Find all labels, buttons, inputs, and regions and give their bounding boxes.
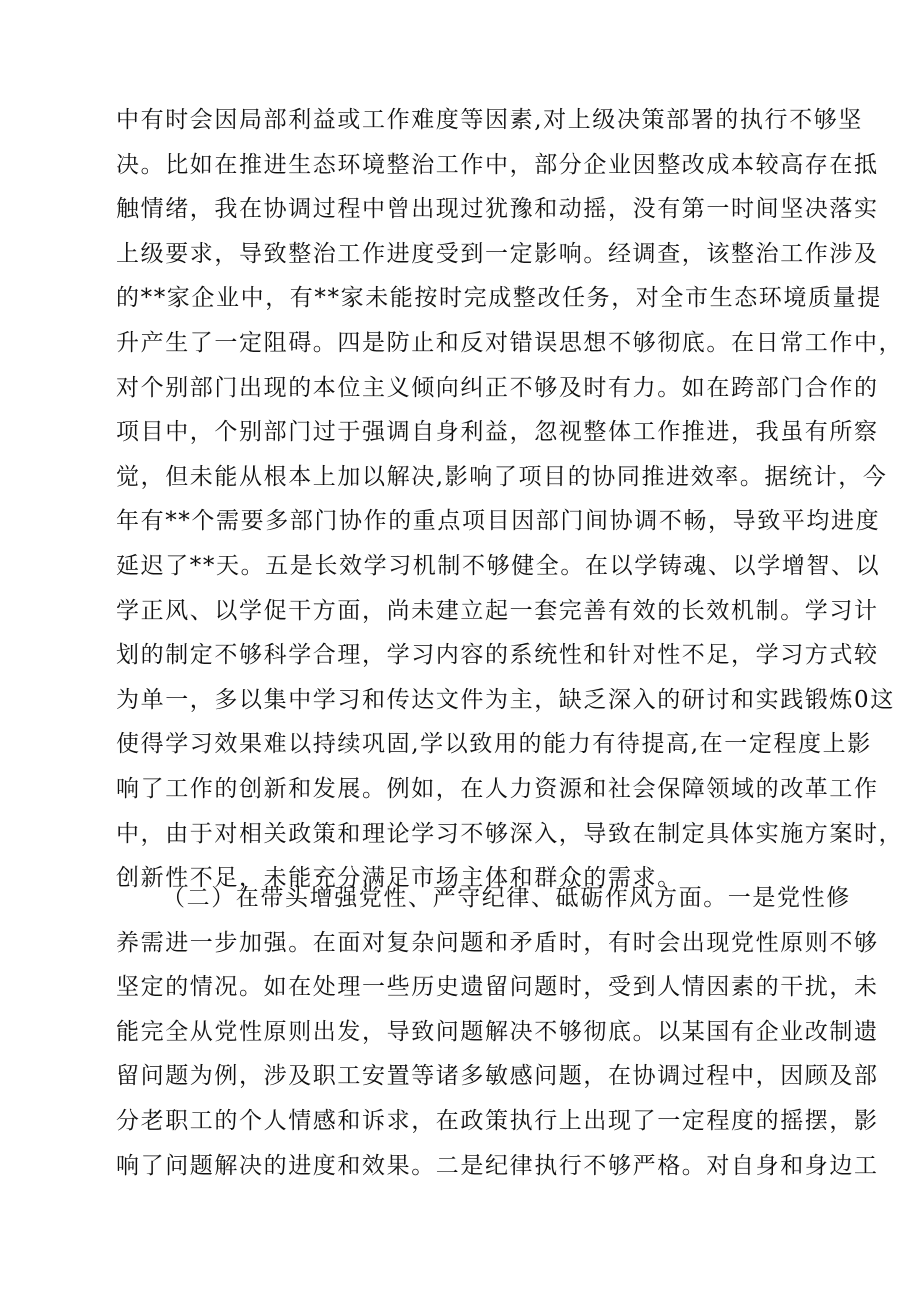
section-heading-line: （二）在带头增强党性、严守纪律、砥砺作风方面。一是党性修 [162,885,851,911]
text-line: 响了工作的创新和发展。例如，在人力资源和社会保障领域的改革工作 [116,775,879,802]
text-line: 能完全从党性原则出发，导致问题解决不够彻底。以某国有企业改制遗 [116,1018,879,1045]
text-line: 留问题为例，涉及职工安置等诸多敏感问题，在协调过程中，因顾及部 [116,1063,879,1090]
text-line: 学正风、以学促干方面，尚未建立起一套完善有效的长效机制。学习计 [116,597,879,624]
text-line: 创新性不足，未能充分满足市场主体和群众的需求。 [116,865,682,892]
text-line: 延迟了**天。五是长效学习机制不够健全。在以学铸魂、以学增智、以 [116,552,881,579]
text-line: 觉，但未能从根本上加以解决,影响了项目的协同推进效率。据统计，今 [116,463,888,490]
text-line: 对个别部门出现的本位主义倾向纠正不够及时有力。如在跨部门合作的 [116,374,879,401]
text-line: 触情绪，我在协调过程中曾出现过犹豫和动摇，没有第一时间坚决落实 [116,196,879,223]
text-line: 中，由于对相关政策和理论学习不够深入，导致在制定具体实施方案时， [116,820,904,847]
text-line: 分老职工的个人情感和诉求，在政策执行上出现了一定程度的摇摆，影 [116,1107,879,1134]
text-line: 响了问题解决的进度和效果。二是纪律执行不够严格。对自身和身边工 [116,1152,879,1179]
text-line: 年有**个需要多部门协作的重点项目因部门间协调不畅，导致平均进度 [116,508,881,535]
text-line: 划的制定不够科学合理，学习内容的系统性和针对性不足，学习方式较 [116,642,879,669]
text-line: 决。比如在推进生态环境整治工作中，部分企业因整改成本较高存在抵 [116,151,879,178]
text-line: 坚定的情况。如在处理一些历史遗留问题时，受到人情因素的干扰，未 [116,974,879,1001]
body-paragraph-2 [116,876,879,1188]
text-line: 使得学习效果难以持续巩固,学以致用的能力有待提高,在一定程度上影 [116,731,872,758]
text-line: 上级要求，导致整治工作进度受到一定影响。经调查，该整治工作涉及 [116,240,879,267]
text-line: 的**家企业中，有**家未能按时完成整改任务，对全市生态环境质量提 [116,285,882,312]
text-line: 项目中，个别部门过于强调自身利益，忽视整体工作推进，我虽有所察 [116,419,879,446]
text-line: 升产生了一定阻碍。四是防止和反对错误思想不够彻底。在日常工作中， [116,329,904,356]
text-line: 养需进一步加强。在面对复杂问题和矛盾时，有时会出现党性原则不够 [116,929,879,956]
text-line: 中有时会因局部利益或工作难度等因素,对上级决策部署的执行不够坚 [116,107,863,133]
body-paragraph-1 [116,98,904,901]
text-line: 为单一，多以集中学习和传达文件为主，缺乏深入的研讨和实践锻炼0这 [116,686,895,713]
